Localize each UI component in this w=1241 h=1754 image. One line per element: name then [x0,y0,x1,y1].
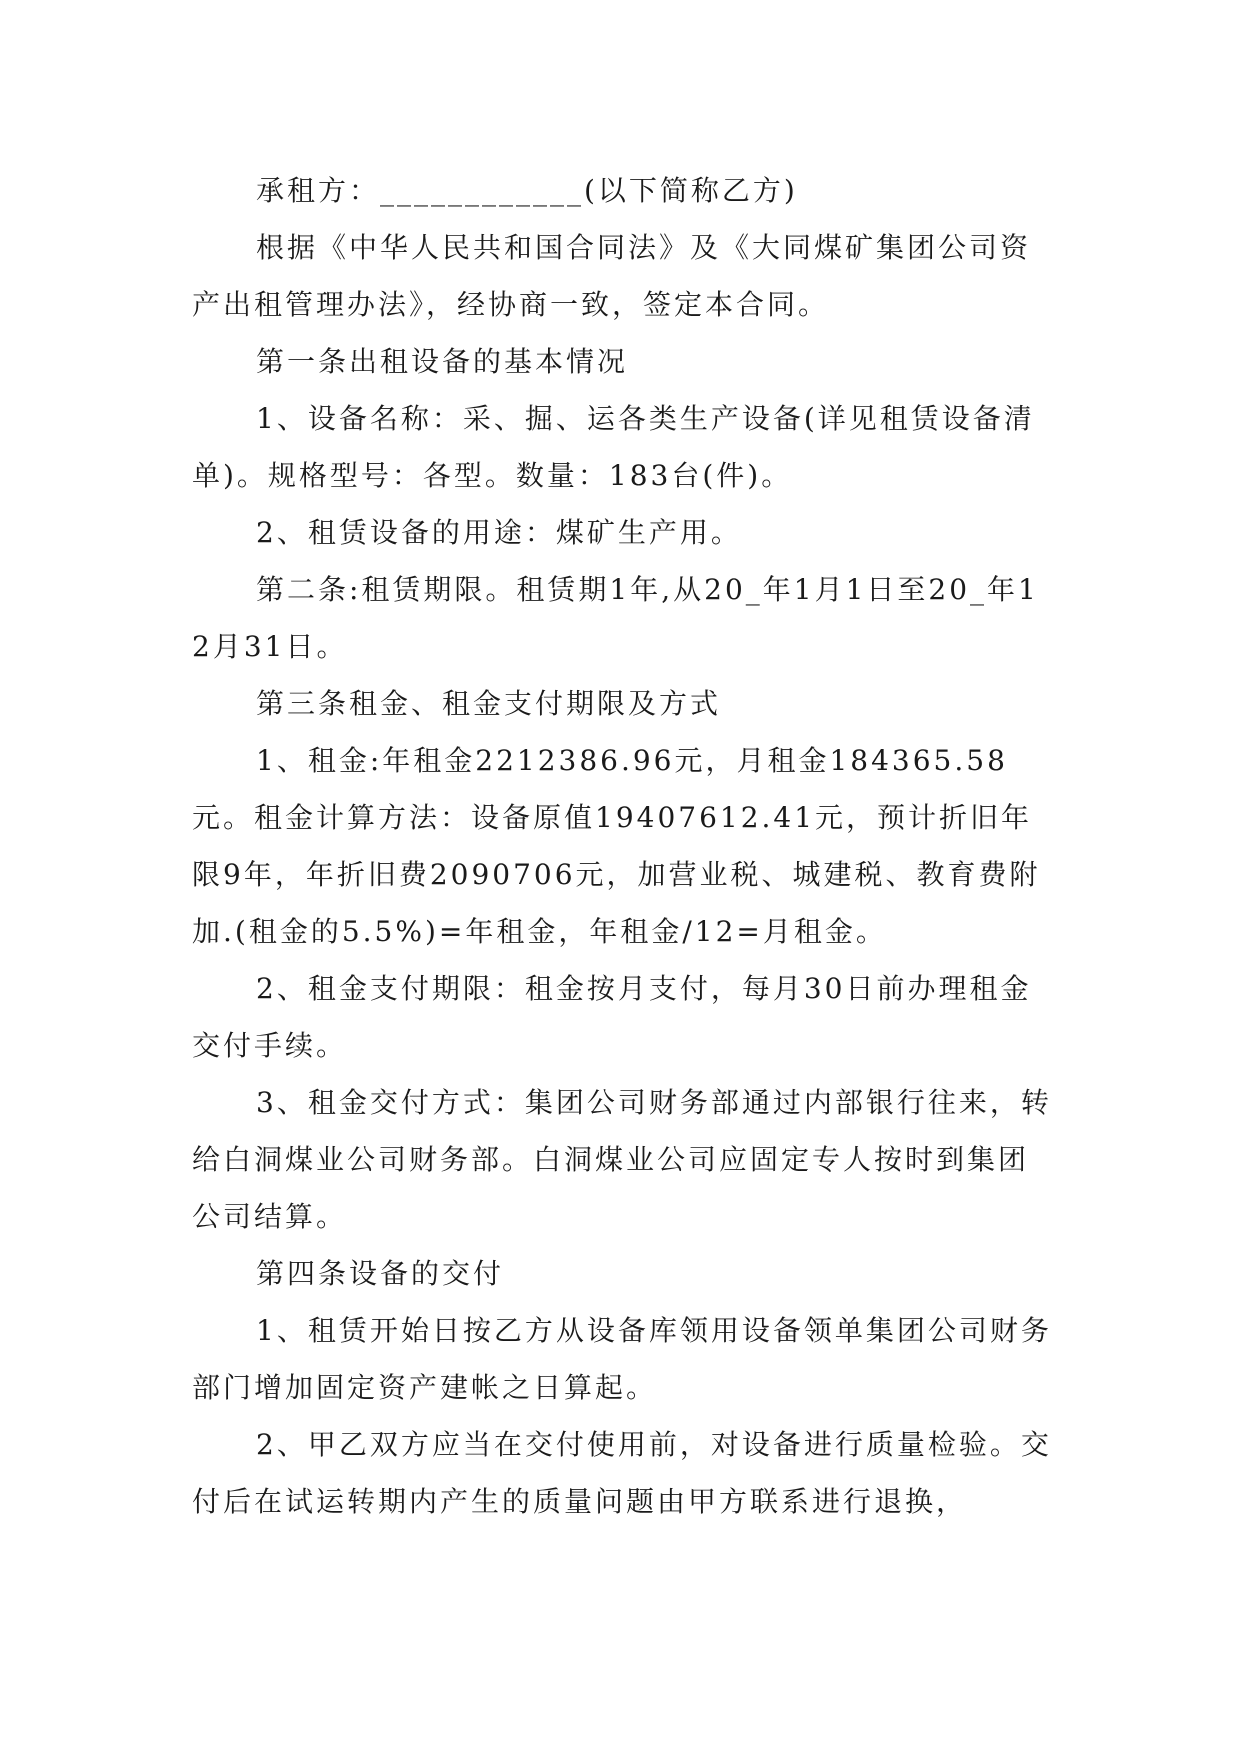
article-1-item-1: 1、设备名称：采、掘、运各类生产设备(详见租赁设备清单)。规格型号：各型。数量：183台(件)。 [192,402,1035,492]
article-3-heading: 第三条租金、租金支付期限及方式 [256,687,722,720]
article-1-item-2: 2、租赁设备的用途：煤矿生产用。 [256,516,742,549]
lessee-line: 承租方：____________(以下简称乙方) [256,174,798,207]
article-4-heading: 第四条设备的交付 [256,1257,505,1290]
contract-basis-paragraph: 根据《中华人民共和国合同法》及《大同煤矿集团公司资产出租管理办法》，经协商一致，签定本合同。 [192,231,1032,321]
article-1-heading: 第一条出租设备的基本情况 [256,345,629,378]
article-4-item-1: 1、租赁开始日按乙方从设备库领用设备领单集团公司财务部门增加固定资产建帐之日算起。 [192,1314,1052,1404]
article-2-lease-term: 第二条:租赁期限。租赁期1年,从20_年1月1日至20_年12月31日。 [192,573,1039,663]
article-4-item-2: 2、甲乙双方应当在交付使用前，对设备进行质量检验。交付后在试运转期内产生的质量问题由甲方联系进行退换， [192,1428,1052,1518]
document-body [192,162,1052,1530]
article-3-item-3: 3、租金交付方式：集团公司财务部通过内部银行往来，转给白洞煤业公司财务部。白洞煤业公司应固定专人按时到集团公司结算。 [192,1086,1052,1233]
article-3-item-1: 1、租金:年租金2212386.96元，月租金184365.58元。租金计算方法：设备原值19407612.41元，预计折旧年限9年，年折旧费2090706元，加营业税、城建税、教育费附加.(租金的5.5%)=年租金，年租金/12=月租金。 [192,744,1041,948]
article-3-item-2: 2、租金支付期限：租金按月支付，每月30日前办理租金交付手续。 [192,972,1032,1062]
